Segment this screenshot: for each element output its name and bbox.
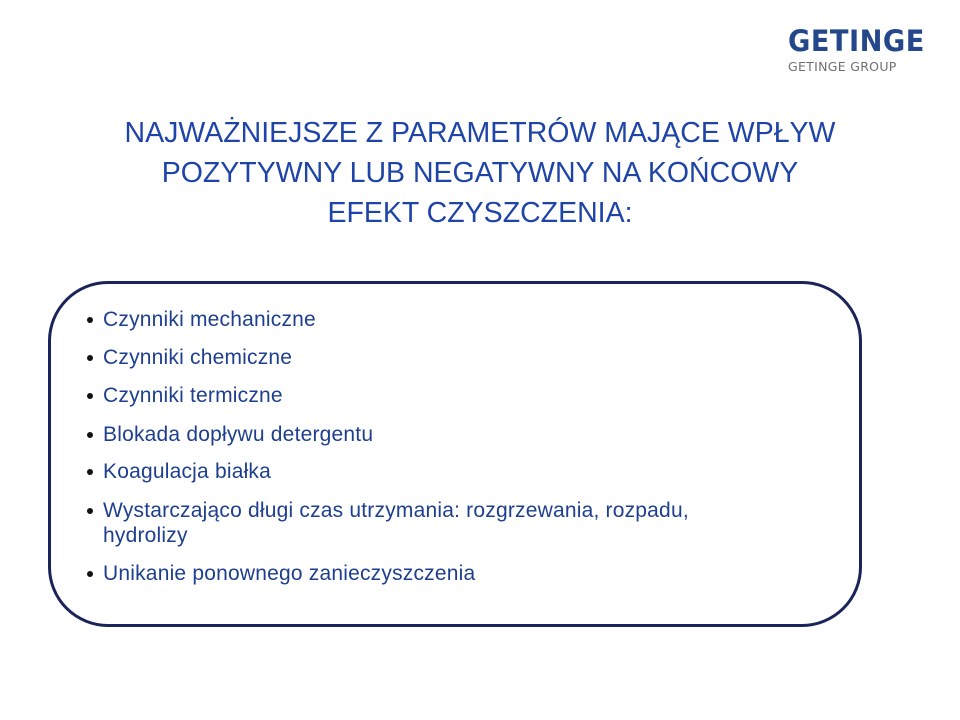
logo-subtitle: GETINGE GROUP xyxy=(788,59,897,74)
getinge-logo xyxy=(788,24,925,75)
bullet-icon xyxy=(87,469,93,475)
list-item xyxy=(103,498,823,523)
bullet-icon xyxy=(87,317,93,323)
bullet-icon xyxy=(87,508,93,514)
list-item xyxy=(103,345,823,370)
bullet-icon xyxy=(87,355,93,361)
list-item-text: Czynniki termiczne xyxy=(103,384,283,407)
list-item xyxy=(103,561,823,586)
list-item-continuation xyxy=(103,523,823,548)
list-item xyxy=(103,383,823,408)
list-item-text: hydrolizy xyxy=(103,524,188,547)
list-item-text: Czynniki chemiczne xyxy=(103,346,293,369)
bullet-icon xyxy=(87,432,93,438)
bullet-icon xyxy=(87,571,93,577)
slide-title xyxy=(40,113,920,233)
factors-box xyxy=(48,281,862,627)
title-line-3: EFEKT CZYSZCZENIA: xyxy=(327,197,633,229)
list-item xyxy=(103,307,823,332)
logo-wordmark: GETINGE xyxy=(788,24,925,58)
list-item-text: Koagulacja białka xyxy=(103,460,272,483)
title-line-2: POZYTYWNY LUB NEGATYWNY NA KOŃCOWY xyxy=(161,157,799,189)
title-line-1: NAJWAŻNIEJSZE Z PARAMETRÓW MAJĄCE WPŁYW xyxy=(124,117,836,149)
bullet-icon xyxy=(87,393,93,399)
list-item-text: Czynniki mechaniczne xyxy=(103,308,316,331)
list-item xyxy=(103,459,823,484)
list-item-text: Wystarczająco długi czas utrzymania: rozgrzewania, rozpadu, xyxy=(103,499,689,522)
list-item xyxy=(103,422,823,447)
list-item-text: Blokada dopływu detergentu xyxy=(103,423,374,446)
list-item-text: Unikanie ponownego zanieczyszczenia xyxy=(103,562,476,585)
